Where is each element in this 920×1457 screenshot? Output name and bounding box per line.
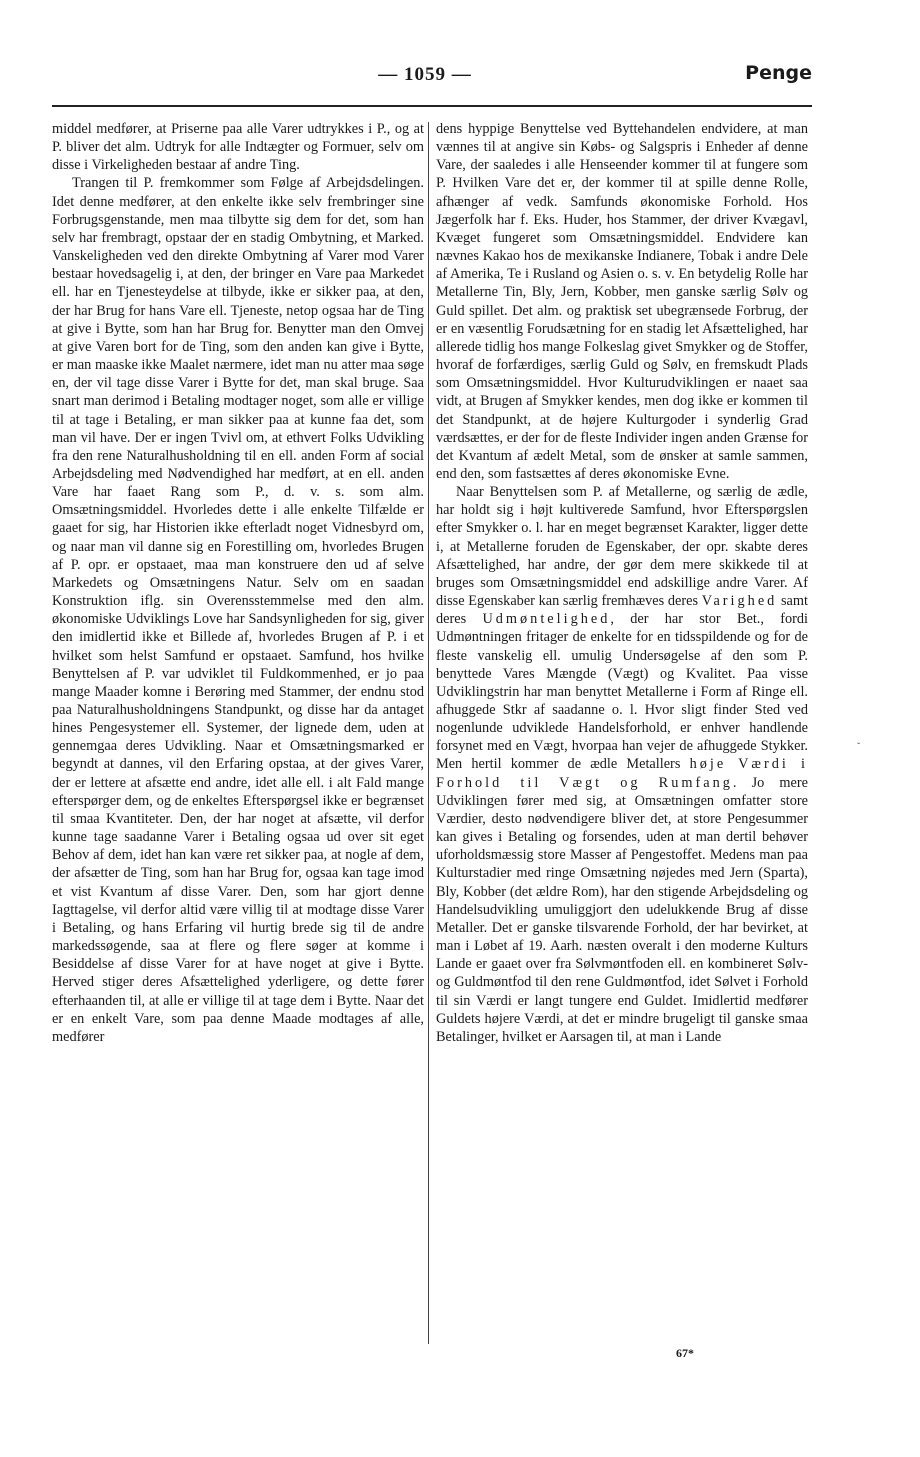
page-number: — 1059 — [378,64,472,85]
running-head: Penge [745,62,812,84]
paragraph: Trangen til P. fremkommer som Følge af Arbejdsdelingen. Idet denne medfører, at den enkelte ikke selv frembringer sine Forbrugsgenstande, men maa tilbytte sig dem for det, som han selv har frembragt, opstaar der en stadig Ombytning, et Marked. Vanskeligheden ved den direkte Ombytning af Varer mod Varer bestaar hovedsagelig i, at den, der bringer en Vare paa Markedet ell. har en Tjenesteydelse at tilbyde, ikke er sikker paa, at den, der har Brug for hans Vare ell. Tjeneste, netop ogsaa har de Ting at give i Bytte, som han har Brug for. Benytter man den Omvej at give Varen bort for de Ting, som den anden kan give i Bytte, er man maaske ikke Maalet nærmere, idet man nu atter maa søge en, der vil tage disse Varer i Bytte for det, man skal bruge. Saa snart man derimod i Betaling modtager noget, som alle er villige til at tage i Betaling, er man sikker paa at kunne faa det, som man vil have. Der er ingen Tvivl om, at ethvert Folks Udvikling fra den rene Naturalhusholdning til en ell. anden Form af social Arbejdsdeling med Nødvendighed har medført, at en ell. anden Vare har faaet Rang som P., d. v. s. som alm. Omsætningsmiddel. Hvorledes dette i alle enkelte Tilfælde er gaaet for sig, har Historien ikke efterladt noget Vidnesbyrd om, og naar man vil danne sig en Forestilling om, hvorledes Brugen af P. opr. er opstaaet, maa man konstruere den ud af selve Markedets og Omsætningens Natur. Selv om en saadan Konstruktion iflg. sin Overensstemmelse med den alm. økonomiske Udviklings Love har Sandsynligheden for sig, giver den imidlertid ikke et Billede af, hvorledes Brugen af P. i et hvilket som helst Samfund er opstaaet. Samfund, hos hvilke Benyttelsen af P. var udviklet til Fuldkommenhed, er jo paa mange Maader komne i Berøring med Stammer, der endnu stod paa Naturalhusholdningens Standpunkt, og disse har da antaget hines Pengesystemer ell. Systemer, der lignede dem, uden at gennemgaa deres Udvikling. Naar et Omsætningsmarked er begyndt at dannes, vil den Erfaring opstaa, at der gives Varer, der er lettere at afsætte end andre, idet alle ell. i alt Fald mange efterspørger dem, og de enkeltes Efterspørgsel ikke er begrænset til smaa Kvantiteter. Den, der har noget at afsætte, vil derfor kunne tage saadanne Varer i Betaling ogsaa ud over sit eget Behov af dem, idet han kan være ret sikker paa, at nogle af dem, der afsætter de Ting, som han har Brug for, ogsaa kan tage imod et vist Kvantum af disse Varer. Den, som har gjort denne Iagttagelse, vil derfor altid være villig til at modtage disse Varer i Betaling, og hans Erfaring vil hurtig brede sig til de andre markedssøgende, saa at flere og flere søger at komme i Besiddelse af disse Varer for at have noget at give i Bytte. Herved stiger deres Afsættelighed yderligere, og dette fører efterhaanden til, at alle er villige til at tage dem i Bytte. Naar det er en enkelt Vare, som paa denne Maade modtages af alle, medfører [52,175,424,1045]
right-column [436,120,808,1360]
paragraph: dens hyppige Benyttelse ved Byttehandelen endvidere, at man vænnes til at angive sin Købs- og Salgspris i Enheder af denne Vare, der saaledes i alle Henseender kommer til at fungere som P. Hvilken Vare det er, der kommer til at spille denne Rolle, afhænger af vedk. Samfunds økonomiske Forhold. Hos Jægerfolk har f. Eks. Huder, hos Stammer, der driver Kvægavl, Kvæget fungeret som Omsætningsmiddel. Endvidere kan nævnes Kakao hos de mexikanske Indianere, Tobak i andre Dele af Amerika, Te i Rusland og Asien o. s. v. En betydelig Rolle har Metallerne Tin, Bly, Jern, Kobber, men ganske særlig Sølv og Guld spillet. Det alm. og praktisk set ubegrænsede Forbrug, der er en væsentlig Forudsætning for en stadig let Afsættelighed, har allerede tidlig hos mange Folkeslag givet Smykker og de Stoffer, hvoraf de forfærdiges, særlig Guld og Sølv, en fremskudt Plads som Omsætningsmiddel. Hvor Kulturudviklingen er naaet saa vidt, at Brugen af Smykker kendes, men dog ikke er kommen til det Standpunkt, at de højere Kulturgoder i synderlig Grad værdsættes, er der for de fleste Individer ingen anden Grænse for det Kvantum af ædelt Metal, som de ønsker at samle sammen, end den, som fastsættes af deres økonomiske Evne. [436,121,808,482]
text-run: samt deres [436,593,808,628]
left-column [52,120,424,1360]
emphasis-spaced: Varighed [701,593,778,610]
text-run: Naar Benyttelsen som P. af Metallerne, og særlig de ædle, har holdt sig i højt kultiverede Samfund, hvor Efterspørgslen efter Smykker o. l. har en meget begrænset Karakter, ligger dette i, at Metallerne foruden de Egenskaber, der opr. skabte deres Afsættelighed, har andre, der gør dem mere skikkede til at bruges som Omsætningsmiddel end adskillige andre Varer. Af disse Egenskaber kan særlig fremhæves deres [436,484,808,610]
header-rule [52,105,812,107]
page-header [0,64,920,94]
emphasis-spaced: Udmøntelighed [482,611,611,628]
column-divider [428,122,429,1344]
text-run: . Jo mere Udviklingen fører med sig, at Omsætningen omfatter store Værdier, desto nødvendigere bliver det, at store Pengesummer kan gives i Betaling og forsendes, uden at man dertil behøver uforholdsmæssig store Masser af Pengestoffet. Medens man paa Kulturstadier med ringe Omsætning nøjedes med Jern (Sparta), Bly, Kobber (det ældre Rom), har den stigende Arbejdsdeling og Handelsudvikling umuliggjort den udelukkende Brug af disse Metaller. Det er ganske tilsvarende Forhold, der har bevirket, at man i Løbet af 19. Aarh. næsten overalt i den moderne Kulturs Lande er gaaet over fra Sølvmøntfoden ell. en kombineret Sølv- og Guldmøntfod til den rene Guldmøntfod, idet Sølvet i Forhold til sin Værdi er langt tungere end Guldet. Imidlertid medfører Guldets højere Værdi, at det er mindre brugeligt til ganske smaa Betalinger, hvilket er Aarsagen til, at man i Lande [436,774,808,1045]
paragraph: middel medfører, at Priserne paa alle Varer udtrykkes i P., og at P. bliver det alm. Udtryk for alle Indtægter og Formuer, selv om disse i Virkeligheden bestaar af andre Ting. [52,121,424,174]
paragraph [436,483,808,1046]
text-run: , der har stor Bet., fordi Udmøntningen fritager de enkelte for en tidsspildende og for de fleste vanskelig ell. umulig Undersøgelse af den som P. benyttede Vares Mængde (Vægt) og Kvalitet. Paa visse Udviklingstrin har man benyttet Metallerne i Form af Ringe ell. afhuggede Stkr af saadanne o. l. Hvor sligt finder Sted ved nogenlunde udviklede Handelsforhold, er enhver handlende forsynet med en Vægt, hvorpaa han vejer de afhuggede Stykker. Men hertil kommer de ædle Metallers [436,611,808,773]
printer-signature: 67* [676,1346,694,1360]
margin-mark: ˇ [857,742,861,753]
emphasis-spaced: høje Værdi i Forhold til Vægt og Rumfang [436,756,808,791]
